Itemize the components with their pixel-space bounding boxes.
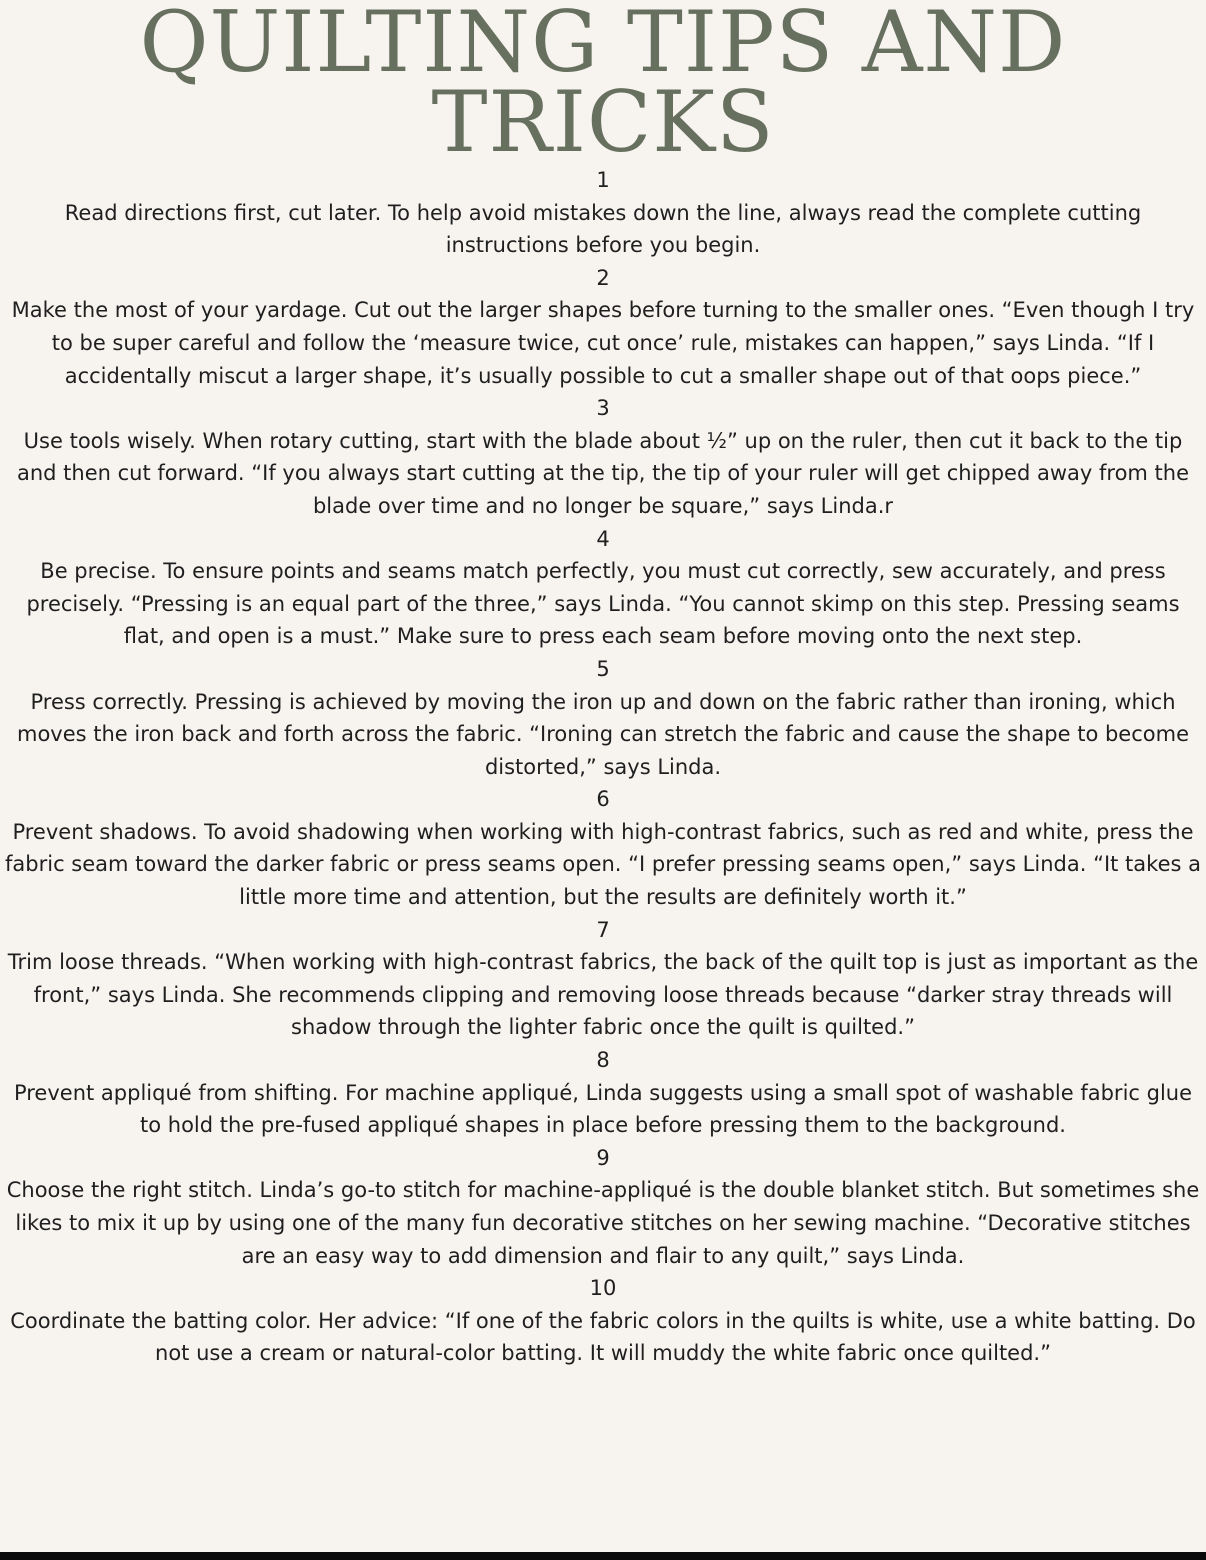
tip-number: 10 <box>589 1276 617 1301</box>
tip-number: 2 <box>596 265 610 290</box>
tip-item <box>0 1142 1206 1272</box>
tip-text: Prevent appliqué from shifting. For machine appliqué, Linda suggests using a small spot of washable fabric glue to hold the pre-fused appliqué shapes in place before pressing them to the background. <box>13 1080 1193 1138</box>
tip-text: Read directions first, cut later. To help avoid mistakes down the line, always read the complete cutting instructions before you begin. <box>64 200 1142 258</box>
tip-item <box>0 1272 1206 1370</box>
tip-text: Choose the right stitch. Linda’s go-to stitch for machine-appliqué is the double blanket stitch. But sometimes she likes to mix it up by using one of the many fun decorative stitches on her sewing machine. “Decorative stitches are an easy way to add dimension and flair to any quilt,” says Linda. <box>6 1178 1200 1268</box>
tip-item <box>0 164 1206 262</box>
tip-number: 3 <box>596 396 610 421</box>
bottom-edge-bar <box>0 1552 1206 1560</box>
tip-item <box>0 653 1206 783</box>
tip-number: 6 <box>596 787 610 812</box>
tip-item <box>0 914 1206 1044</box>
tip-number: 5 <box>596 656 610 681</box>
tip-number: 9 <box>596 1145 610 1170</box>
title-line-1: QUILTING TIPS AND <box>139 0 1067 91</box>
tip-text: Prevent shadows. To avoid shadowing when working with high-contrast fabrics, such as red and white, press the fabric seam toward the darker fabric or press seams open. “I prefer pressing seams open,” says Linda. “It takes a little more time and attention, but the results are definitely worth it.” <box>5 819 1201 910</box>
tip-text: Press correctly. Pressing is achieved by moving the iron up and down on the fabric rather than ironing, which moves the iron back and forth across the fabric. “Ironing can stretch the fabric and cause the shape to become distorted,” says Linda. <box>16 689 1189 779</box>
tip-number: 7 <box>596 917 610 942</box>
tip-number: 1 <box>596 168 610 192</box>
tip-item <box>0 392 1206 522</box>
tip-text: Coordinate the batting color. Her advice: “If one of the fabric colors in the quilts is white, use a white batting. Do not use a cream or natural-color batting. It will muddy the white fabric once quilted.” <box>10 1308 1196 1366</box>
tip-item <box>0 262 1206 392</box>
tip-text: Make the most of your yardage. Cut out the larger shapes before turning to the smaller ones. “Even though I try to be super careful and follow the ‘measure twice, cut once’ rule, mistakes can happen,” says Linda. “If I accidentally miscut a larger shape, it’s usually possible to cut a smaller shape out of that oops piece.” <box>11 298 1195 388</box>
tip-item <box>0 1044 1206 1142</box>
tip-number: 8 <box>596 1048 610 1073</box>
tip-number: 4 <box>596 526 610 551</box>
title-line-2: TRICKS <box>431 73 775 171</box>
tip-text: Trim loose threads. “When working with high-contrast fabrics, the back of the quilt top is just as important as the front,” says Linda. She recommends clipping and removing loose threads because “darker stray threads will shadow through the lighter fabric once the quilt is quilted.” <box>7 950 1199 1040</box>
tips-list <box>0 164 1206 1370</box>
tip-text: Use tools wisely. When rotary cutting, start with the blade about ½” up on the ruler, then cut it back to the tip and then cut forward. “If you always start cutting at the tip, the tip of your ruler will get chipped away from the blade over time and no longer be square,” says Linda.r <box>16 428 1190 518</box>
tip-text: Be precise. To ensure points and seams match perfectly, you must cut correctly, sew accurately, and press precisely. “Pressing is an equal part of the three,” says Linda. “You cannot skimp on this step. Pressing seams flat, and open is a must.” Make sure to press each seam before moving onto the next step. <box>26 559 1180 649</box>
page-title <box>0 0 1206 171</box>
tip-item <box>0 783 1206 913</box>
tip-item <box>0 523 1206 653</box>
